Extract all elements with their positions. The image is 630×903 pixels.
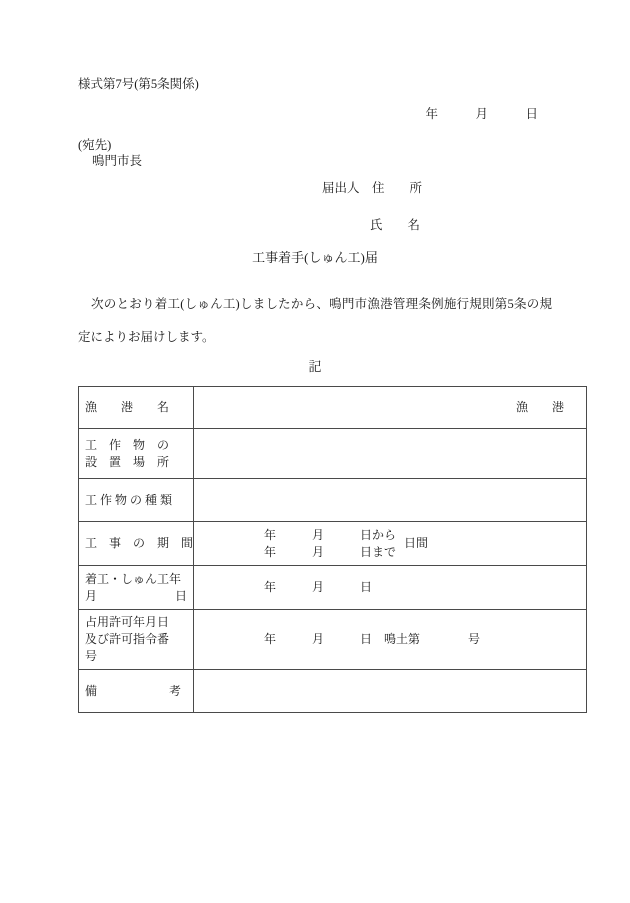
table-row: [79, 429, 587, 479]
value-text: 漁 港: [515, 400, 564, 414]
label-text-line1: 着工・しゅん工年: [85, 571, 182, 586]
memo-mark: 記: [308, 359, 322, 374]
row-value-construction-period[interactable]: [194, 522, 587, 566]
label-text-line2: 及び許可指令番: [85, 632, 170, 646]
row-value-structure-type[interactable]: [194, 479, 587, 522]
page-title: 工事着手(しゅん工)届: [252, 250, 378, 265]
addressee-label: (宛先): [78, 138, 112, 152]
period-days-suffix: 日間: [404, 536, 429, 550]
row-label-start-completion-date: [79, 566, 194, 610]
row-label-construction-period: [79, 522, 194, 566]
table-row: [79, 522, 587, 566]
row-value-occupancy-permit[interactable]: [194, 610, 587, 670]
submitter-address-label: 届出人 住 所: [322, 181, 423, 195]
label-text: 工 作 物 の 種 類: [85, 492, 173, 507]
addressee-name: 鳴門市長: [92, 154, 143, 168]
submitter-name-label: 氏 名: [370, 218, 421, 232]
row-label-structure-location: [79, 429, 194, 479]
period-from-line: 年 月 日から: [264, 527, 397, 542]
table-row: [79, 566, 587, 610]
table-row: [79, 670, 587, 713]
form-number: 様式第7号(第5条関係): [78, 77, 199, 91]
row-value-fishing-port[interactable]: [194, 387, 587, 429]
period-field: [204, 527, 576, 561]
label-text: 工 事 の 期 間: [85, 536, 194, 550]
label-text-line3: 号: [85, 649, 98, 663]
label-text-line2: [85, 588, 187, 605]
value-text: 年 月 日 鳴土第 号: [264, 632, 481, 646]
row-value-start-completion-date[interactable]: [194, 566, 587, 610]
label-text-line1: 占用許可年月日: [85, 615, 170, 629]
row-label-structure-type: [79, 479, 194, 522]
row-label-fishing-port: [79, 387, 194, 429]
label-text: 備 考: [85, 683, 182, 698]
label-month: 月: [85, 588, 98, 603]
label-text: 漁 港 名: [85, 400, 170, 414]
body-paragraph: 次のとおり着工(しゅん工)しましたから、鳴門市漁港管理条例施行規則第5条の規定によりお届けします。: [78, 297, 552, 344]
period-lines: [264, 527, 396, 561]
period-to-line: 年 月 日まで: [264, 544, 397, 559]
row-label-remarks: [79, 670, 194, 713]
row-value-structure-location[interactable]: [194, 429, 587, 479]
table-row: [79, 387, 587, 429]
table-row: [79, 610, 587, 670]
table-row: [79, 479, 587, 522]
label-text-line2: 設 置 場 所: [85, 454, 170, 469]
label-text-line1: 工 作 物 の: [85, 437, 170, 452]
form-table: [78, 386, 587, 713]
row-value-remarks[interactable]: [194, 670, 587, 713]
value-text: 年 月 日: [264, 580, 373, 594]
row-label-occupancy-permit: [79, 610, 194, 670]
document-date-line: 年 月 日: [425, 107, 538, 121]
label-day: 日: [174, 588, 187, 603]
